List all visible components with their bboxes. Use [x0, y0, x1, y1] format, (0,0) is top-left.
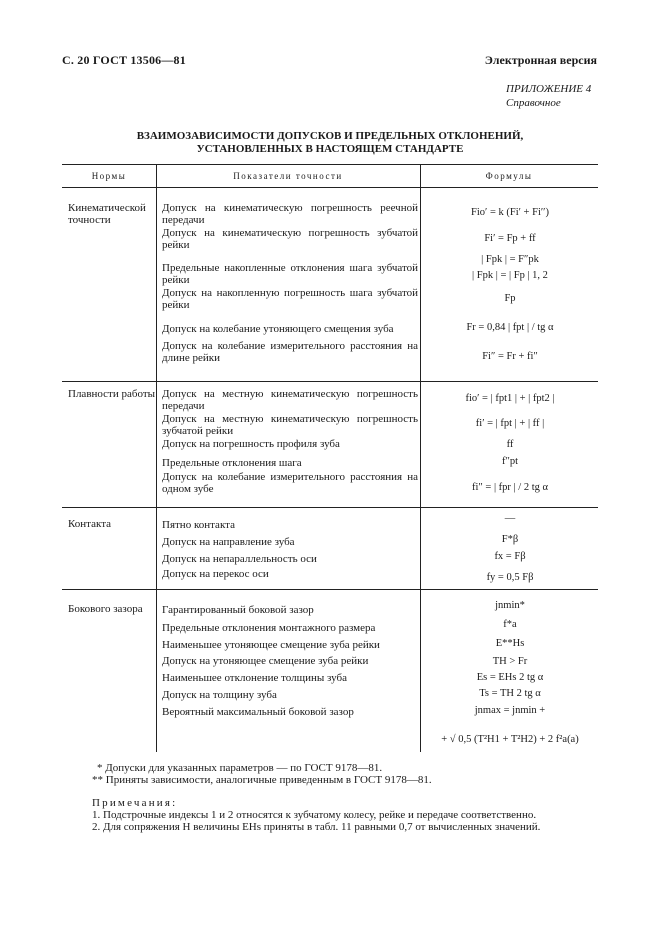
formula-cell: fy = 0,5 Fβ — [486, 572, 534, 583]
indicator-cell: Допуск на кинематическую погрешность реечной передачи — [162, 202, 418, 226]
col-header-norms: Нормы — [91, 171, 127, 181]
norm-backlash: Бокового зазора — [68, 603, 143, 615]
table-rule-group-2 — [62, 507, 598, 508]
formula-cell: Ts = TH 2 tg α — [479, 688, 541, 699]
norm-smoothness: Плавности работы — [68, 388, 156, 400]
indicator-cell: Допуск на погрешность профиля зуба — [162, 438, 340, 450]
notes-list — [92, 809, 540, 833]
formula-cell: fi″ = | fpr | / 2 tg α — [472, 482, 548, 493]
formula-cell: jnmin* — [495, 600, 525, 611]
formula-cell: TH > Fr — [492, 656, 528, 667]
formula-cell: f″pt — [501, 456, 519, 467]
formula-cell: F*β — [501, 534, 519, 545]
norm-kinematic: Кинематической точности — [68, 202, 146, 226]
formula-cell: — — [504, 513, 516, 524]
footnote-1: * Допуски для указанных параметров — по ГОСТ 9178—81. — [97, 762, 383, 774]
formula-cell: f*a — [503, 619, 517, 630]
appendix-subtitle: Справочное — [506, 97, 561, 109]
table-col-divider-2 — [420, 164, 421, 752]
indicator-cell: Вероятный максимальный боковой зазор — [162, 706, 354, 718]
formula-cell: fx = Fβ — [494, 551, 526, 562]
appendix-title: ПРИЛОЖЕНИЕ 4 — [506, 83, 592, 95]
indicator-cell: Гарантированный боковой зазор — [162, 604, 314, 616]
formula-cell: Fi″ = Fr + fi″ — [482, 351, 538, 362]
indicator-cell: Допуск на колебание измерительного расстояния на длине рейки — [162, 340, 418, 364]
indicator-cell: Допуск на толщину зуба — [162, 689, 277, 701]
indicator-cell: Допуск на непараллельность оси — [162, 553, 317, 565]
indicator-cell: Допуск на местную кинематическую погрешность передачи — [162, 388, 418, 412]
indicator-cell: Допуск на колебание утоняющего смещения зуба — [162, 323, 394, 335]
footnote-2: ** Приняты зависимости, аналогичные приведенным в ГОСТ 9178—81. — [92, 774, 432, 786]
indicator-cell: Наименьшее отклонение толщины зуба — [162, 672, 347, 684]
notes-heading: Примечания: — [92, 797, 178, 809]
table-rule-top — [62, 164, 598, 165]
formula-cell: E**Hs — [495, 638, 525, 649]
page-header-left: С. 20 ГОСТ 13506—81 — [62, 53, 186, 67]
formula-cell: fio′ = | fpt1 | + | fpt2 | — [465, 393, 555, 404]
formula-cell: Fp — [504, 293, 516, 304]
indicator-cell: Допуск на колебание измерительного расстояния на одном зубе — [162, 471, 418, 495]
formula-cell: ff — [506, 439, 514, 450]
formula-cell: | Fpk | = | Fp | 1, 2 — [472, 270, 548, 281]
col-header-formulas: Формулы — [485, 171, 533, 181]
indicator-cell: Допуск на накопленную погрешность шага зубчатой рейки — [162, 287, 418, 311]
indicator-cell: Допуск на кинематическую погрешность зубчатой рейки — [162, 227, 418, 251]
indicator-cell: Предельные отклонения монтажного размера — [162, 622, 376, 634]
indicator-cell: Допуск на утоняющее смещение зуба рейки — [162, 655, 369, 667]
table-rule-group-3 — [62, 589, 598, 590]
document-title-line-2: УСТАНОВЛЕННЫХ В НАСТОЯЩЕМ СТАНДАРТЕ — [196, 143, 464, 155]
indicator-cell: Предельные накопленные отклонения шага зубчатой рейки — [162, 262, 418, 286]
table-rule-group-1 — [62, 381, 598, 382]
formula-cell: | Fpk | = F″pk — [481, 254, 539, 265]
formula-cell: + √ 0,5 (T²H1 + T²H2) + 2 f²a(a) — [441, 734, 579, 745]
formula-cell: Fr = 0,84 | fpt | / tg α — [466, 322, 554, 333]
formula-cell: Es = EHs 2 tg α — [476, 672, 544, 683]
page-header-right: Электронная версия — [484, 53, 597, 67]
norm-contact: Контакта — [68, 518, 112, 530]
indicator-cell: Допуск на направление зуба — [162, 536, 295, 548]
note-item-2: 2. Для сопряжения H величины EHs приняты в табл. 11 равными 0,7 от вычисленных значений. — [92, 821, 541, 833]
note-item-1: 1. Подстрочные индексы 1 и 2 относятся к зубчатому колесу, рейке и передаче соответственно. — [92, 809, 537, 821]
document-title — [62, 130, 598, 156]
col-header-indicators: Показатели точности — [233, 171, 343, 181]
formula-cell: Fio′ = k (Fi′ + Fi′′) — [471, 207, 549, 218]
tolerance-table — [62, 164, 598, 752]
table-rule-header — [62, 187, 598, 188]
indicator-cell: Наименьшее утоняющее смещение зуба рейки — [162, 639, 380, 651]
document-title-line-1: ВЗАИМОЗАВИСИМОСТИ ДОПУСКОВ И ПРЕДЕЛЬНЫХ ОТКЛОНЕНИЙ, — [136, 130, 524, 142]
formula-cell: fi′ = | fpt | + | ff | — [475, 418, 545, 429]
indicator-cell: Допуск на местную кинематическую погрешность зубчатой рейки — [162, 413, 418, 437]
formula-cell: Fi′ = Fp + ff — [484, 233, 536, 244]
formula-cell: jnmax = jnmin + — [474, 705, 546, 716]
indicator-cell: Пятно контакта — [162, 519, 235, 531]
indicator-cell: Допуск на перекос оси — [162, 568, 269, 580]
footnotes — [92, 762, 432, 786]
indicator-cell: Предельные отклонения шага — [162, 457, 302, 469]
appendix-label — [506, 82, 591, 110]
table-col-divider-1 — [156, 164, 157, 752]
